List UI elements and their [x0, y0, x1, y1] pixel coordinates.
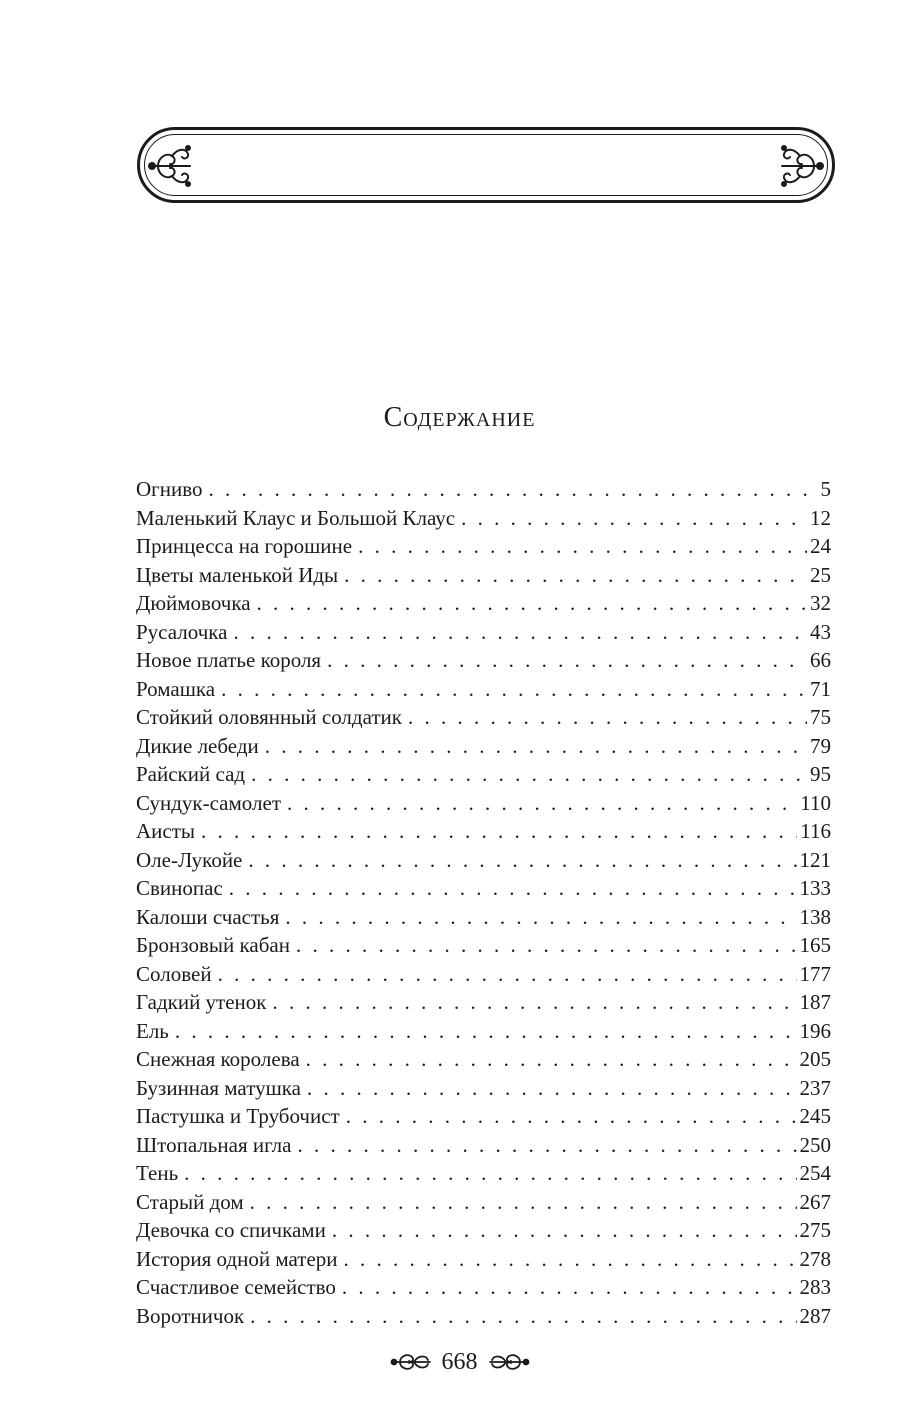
toc-dot-leader	[250, 1302, 796, 1331]
toc-dot-leader	[250, 1188, 797, 1217]
toc-dot-leader	[218, 960, 797, 989]
toc-dot-leader	[233, 618, 807, 647]
toc-entry-title: Калоши счастья	[136, 904, 280, 929]
toc-entry-page: 275	[799, 1218, 831, 1242]
page-footer	[0, 1344, 919, 1380]
toc-dot-leader	[265, 732, 807, 761]
toc-entry-title: Дикие лебеди	[136, 733, 259, 758]
toc-dot-leader	[175, 1017, 797, 1046]
toc-entry	[136, 874, 831, 903]
toc-entry	[136, 1045, 831, 1074]
toc-dot-leader	[248, 846, 796, 875]
toc-entry-title: Пастушка и Трубочист	[136, 1104, 340, 1128]
toc-entry	[136, 960, 831, 989]
toc-entry-page: 237	[799, 1075, 831, 1100]
toc-entry-title: Гадкий утенок	[136, 990, 267, 1014]
toc-entry	[136, 732, 831, 761]
toc-entry	[136, 817, 831, 846]
toc-entry-page: 133	[799, 876, 831, 900]
toc-entry	[136, 561, 831, 590]
toc-entry	[136, 903, 831, 932]
toc-entry-title: Бронзовый кабан	[136, 933, 290, 957]
toc-entry-page: 12	[810, 505, 831, 530]
toc-entry-page: 116	[800, 819, 831, 843]
toc-entry	[136, 846, 831, 875]
toc-entry	[136, 1159, 831, 1188]
flourish-icon	[390, 1348, 434, 1376]
toc-entry-page: 32	[810, 591, 831, 615]
flourish-icon	[776, 138, 828, 194]
toc-entry	[136, 789, 831, 818]
toc-entry	[136, 1074, 831, 1103]
toc-entry-title: Русалочка	[136, 619, 228, 644]
toc-entry-title: Ромашка	[136, 676, 216, 701]
toc-dot-leader	[332, 1216, 797, 1245]
header-ornamental-frame	[137, 127, 835, 203]
toc-entry	[136, 1017, 831, 1046]
toc-entry	[136, 988, 831, 1017]
toc-entry	[136, 760, 831, 789]
toc-dot-leader	[297, 1131, 796, 1160]
toc-entry-page: 138	[799, 904, 831, 929]
toc-entry-title: История одной матери	[136, 1246, 338, 1271]
toc-entry-page: 187	[799, 990, 831, 1014]
toc-entry-page: 205	[799, 1047, 831, 1071]
toc-entry-page: 278	[799, 1246, 831, 1271]
toc-dot-leader	[306, 1045, 797, 1074]
toc-entry	[136, 1273, 831, 1302]
toc-entry-title: Аисты	[136, 819, 196, 843]
toc-entry-title: Свинопас	[136, 876, 223, 900]
toc-dot-leader	[221, 675, 807, 704]
toc-entry-page: 287	[799, 1303, 831, 1328]
toc-entry-page: 43	[810, 619, 831, 644]
toc-entry-title: Стойкий оловянный солдатик	[136, 705, 402, 729]
toc-dot-leader	[342, 1273, 797, 1302]
toc-entry-page: 177	[799, 961, 831, 986]
toc-dot-leader	[344, 1245, 797, 1274]
toc-dot-leader	[408, 703, 807, 732]
toc-entry-page: 71	[810, 676, 831, 701]
toc-entry-title: Старый дом	[136, 1189, 244, 1214]
toc-dot-leader	[296, 931, 797, 960]
toc-entry-title: Маленький Клаус и Большой Клаус	[136, 505, 456, 530]
toc-entry	[136, 475, 831, 504]
page-title: Содержание	[383, 402, 536, 433]
toc-entry-page: 196	[799, 1018, 831, 1043]
toc-entry-page: 121	[799, 847, 831, 872]
toc-entry	[136, 675, 831, 704]
toc-dot-leader	[184, 1159, 796, 1188]
flourish-icon	[144, 138, 196, 194]
toc-entry-title: Счастливое семейство	[136, 1275, 336, 1299]
toc-entry-page: 267	[799, 1189, 831, 1214]
toc-entry-title: Воротничок	[136, 1303, 245, 1328]
toc-dot-leader	[307, 1074, 797, 1103]
toc-entry-title: Огниво	[136, 477, 203, 501]
toc-entry	[136, 1102, 831, 1131]
toc-entry-page: 254	[799, 1161, 831, 1185]
toc-dot-leader	[257, 589, 807, 618]
toc-dot-leader	[229, 874, 797, 903]
toc-entry-title: Сундук-самолет	[136, 790, 281, 815]
toc-entry	[136, 618, 831, 647]
toc-entry	[136, 532, 831, 561]
toc-entry-title: Соловей	[136, 961, 212, 986]
toc-dot-leader	[461, 504, 807, 533]
toc-dot-leader	[346, 1102, 797, 1131]
toc-entry-page: 79	[810, 733, 831, 758]
toc-entry-title: Девочка со спичками	[136, 1218, 326, 1242]
toc-entry-title: Оле-Лукойе	[136, 847, 243, 872]
toc-dot-leader	[287, 789, 797, 818]
toc-entry-title: Принцесса на горошине	[136, 534, 353, 558]
toc-dot-leader	[344, 561, 807, 590]
toc-entry-page: 66	[810, 648, 831, 672]
toc-entry	[136, 1245, 831, 1274]
toc-dot-leader	[251, 760, 807, 789]
toc-entry	[136, 703, 831, 732]
toc-entry	[136, 931, 831, 960]
table-of-contents	[136, 475, 831, 1330]
toc-entry-page: 5	[820, 477, 831, 501]
toc-entry	[136, 1302, 831, 1331]
toc-entry-title: Цветы маленькой Иды	[136, 562, 339, 587]
toc-entry-page: 24	[810, 534, 831, 558]
toc-entry-page: 165	[799, 933, 831, 957]
toc-entry-page: 250	[799, 1132, 831, 1157]
toc-dot-leader	[273, 988, 797, 1017]
toc-entry-title: Бузинная матушка	[136, 1075, 301, 1100]
toc-entry-title: Дюймовочка	[136, 591, 251, 615]
toc-entry-page: 110	[800, 790, 831, 815]
toc-entry-title: Снежная королева	[136, 1047, 300, 1071]
toc-entry	[136, 589, 831, 618]
toc-entry-title: Ель	[136, 1018, 169, 1043]
toc-dot-leader	[201, 817, 797, 846]
toc-entry-page: 75	[810, 705, 831, 729]
toc-dot-leader	[358, 532, 807, 561]
toc-entry-page: 283	[799, 1275, 831, 1299]
toc-entry	[136, 1131, 831, 1160]
toc-entry-title: Райский сад	[136, 762, 246, 786]
toc-entry	[136, 1188, 831, 1217]
toc-entry-title: Новое платье короля	[136, 648, 322, 672]
toc-dot-leader	[327, 646, 807, 675]
toc-entry-page: 95	[810, 762, 831, 786]
toc-entry	[136, 646, 831, 675]
toc-entry-title: Тень	[136, 1161, 179, 1185]
flourish-icon	[486, 1348, 530, 1376]
toc-dot-leader	[285, 903, 796, 932]
toc-entry-title: Штопальная игла	[136, 1132, 292, 1157]
toc-entry-page: 245	[799, 1104, 831, 1128]
toc-entry	[136, 1216, 831, 1245]
toc-entry-page: 25	[810, 562, 831, 587]
toc-entry	[136, 504, 831, 533]
toc-dot-leader	[209, 475, 818, 504]
page-number: 668	[441, 1348, 478, 1375]
